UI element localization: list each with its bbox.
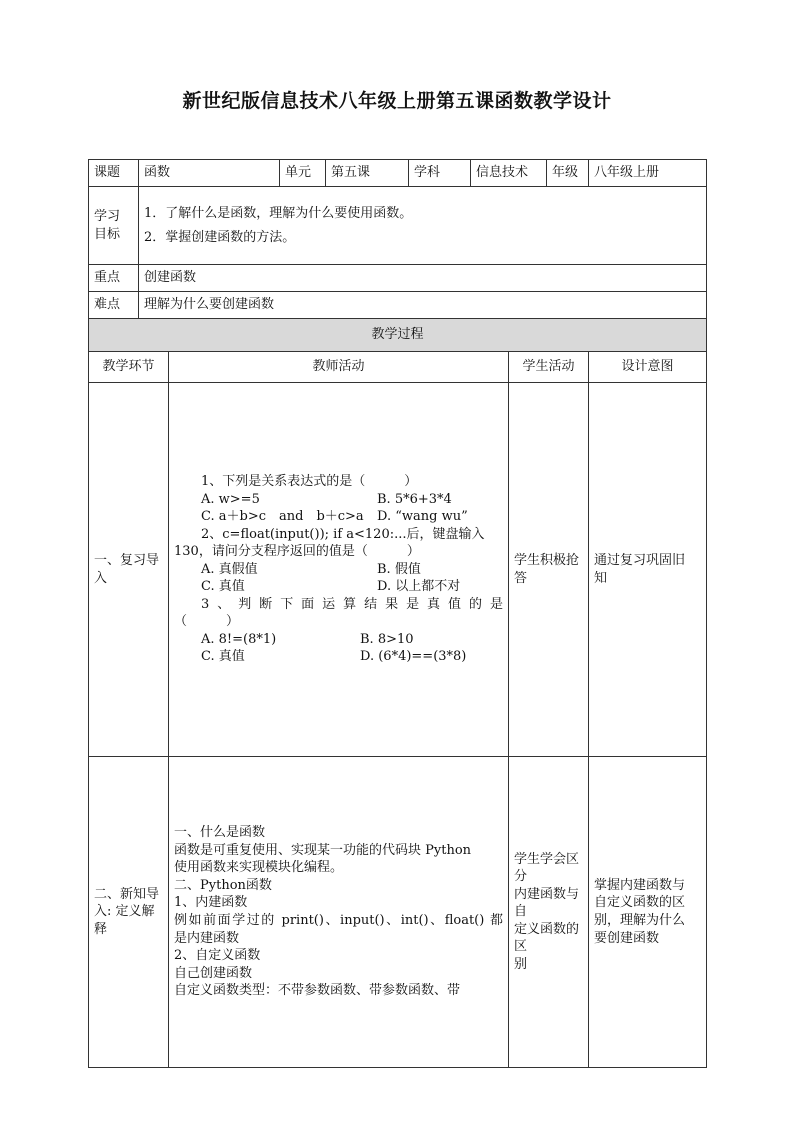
content-line: 2、自定义函数	[174, 948, 261, 964]
question-1-options-cd: C. a＋b>c and b＋c>a D. “wang wu”	[201, 509, 468, 525]
col-header-stage: 教学环节	[89, 352, 169, 383]
new-knowledge-row	[89, 757, 707, 1068]
grade-value: 八年级上册	[589, 160, 707, 187]
difficulty-row	[89, 292, 707, 319]
new-knowledge-stage: 二、新知导 入: 定义解 释	[89, 757, 169, 1068]
key-point-row	[89, 265, 707, 292]
topic-value: 函数	[139, 160, 280, 187]
review-student-activity: 学生积极抢答	[509, 383, 589, 757]
objectives-content	[139, 187, 707, 265]
objective-item: 1．了解什么是函数，理解为什么要使用函数。	[144, 205, 413, 221]
objectives-label: 学习 目标	[89, 187, 139, 265]
difficulty-value: 理解为什么要创建函数	[139, 292, 707, 319]
unit-label: 单元	[280, 160, 326, 187]
question-3-line2: （ ）	[174, 614, 240, 630]
content-line: 自定义函数类型：不带参数函数、带参数函数、带	[174, 983, 461, 999]
key-point-label: 重点	[89, 265, 139, 292]
new-knowledge-design-intent: 掌握内建函数与 自定义函数的区 别，理解为什么 要创建函数	[589, 757, 707, 1068]
difficulty-label: 难点	[89, 292, 139, 319]
review-design-intent: 通过复习巩固旧 知	[589, 383, 707, 757]
question-1-options-ab: A. w>=5 B. 5*6+3*4	[201, 491, 452, 507]
subject-label: 学科	[409, 160, 471, 187]
content-line: 自己创建函数	[174, 965, 253, 981]
col-header-intent: 设计意图	[589, 352, 707, 383]
section-heading: 二、Python函数	[174, 877, 272, 893]
review-row	[89, 383, 707, 757]
question-2-options-cd: C. 真值 D. 以上都不对	[201, 579, 461, 595]
content-line: 是内建函数	[174, 930, 240, 946]
col-header-student: 学生活动	[509, 352, 589, 383]
grade-label: 年级	[547, 160, 589, 187]
col-header-teacher: 教师活动	[169, 352, 509, 383]
question-2-line2: 130，请问分支程序返回的值是（ ）	[174, 544, 420, 560]
unit-value: 第五课	[326, 160, 409, 187]
column-header-row	[89, 352, 707, 383]
objective-item: 2．掌握创建函数的方法。	[144, 229, 296, 245]
content-line: 函数是可重复使用、实现某一功能的代码块 Python	[174, 842, 472, 858]
new-knowledge-student-activity: 学生学会区分 内建函数与自 定义函数的区 别	[509, 757, 589, 1068]
question-2-line1: 2、c=float(input()); if a<120:...后，键盘输入	[201, 526, 485, 542]
question-1: 1、下列是关系表达式的是（ ）	[201, 473, 418, 489]
process-title: 教学过程	[89, 319, 707, 352]
topic-label: 课题	[89, 160, 139, 187]
key-point-value: 创建函数	[139, 265, 707, 292]
section-heading: 一、什么是函数	[174, 825, 266, 841]
header-row	[89, 160, 707, 187]
question-3-options-ab: A. 8!=(8*1) B. 8>10	[201, 631, 414, 647]
new-knowledge-teacher-activity	[169, 757, 509, 1068]
question-3-options-cd: C. 真值 D. (6*4)==(3*8)	[201, 649, 467, 665]
review-teacher-activity	[169, 383, 509, 757]
review-stage: 一、复习导 入	[89, 383, 169, 757]
content-line: 使用函数来实现模块化编程。	[174, 860, 344, 876]
lesson-plan-table	[88, 159, 707, 1068]
question-3-line1: 3、判断下面运算结果是真值的是	[201, 596, 504, 612]
question-2-options-ab: A. 真假值 B. 假值	[201, 561, 421, 577]
content-line: 1、内建函数	[174, 895, 248, 911]
subject-value: 信息技术	[471, 160, 547, 187]
objectives-row	[89, 187, 707, 265]
content-line: 例如前面学过的 print()、input()、int()、float() 都	[174, 913, 504, 928]
process-title-row	[89, 319, 707, 352]
document-title: 新世纪版信息技术八年级上册第五课函数教学设计	[182, 90, 612, 112]
